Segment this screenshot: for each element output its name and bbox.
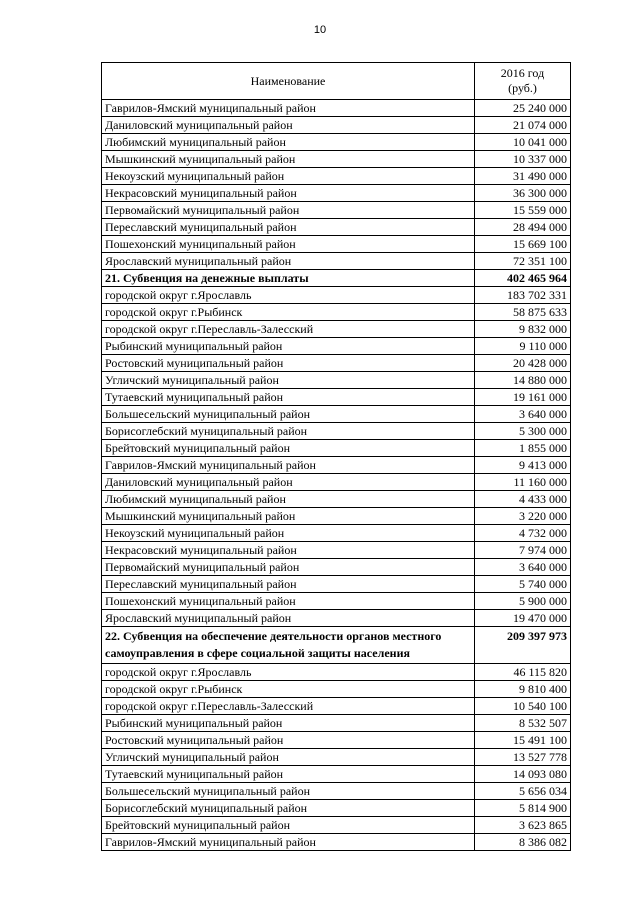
- row-value: 72 351 100: [475, 253, 571, 270]
- row-name: Рыбинский муниципальный район: [102, 338, 475, 355]
- table-row: [102, 423, 571, 440]
- table-row: [102, 817, 571, 834]
- row-name: Брейтовский муниципальный район: [102, 817, 475, 834]
- table-row: [102, 593, 571, 610]
- row-value: 4 732 000: [475, 525, 571, 542]
- table-row: [102, 440, 571, 457]
- row-name: Большесельский муниципальный район: [102, 406, 475, 423]
- row-name: Некоузский муниципальный район: [102, 168, 475, 185]
- table-row: [102, 185, 571, 202]
- row-name: Угличский муниципальный район: [102, 372, 475, 389]
- table-row: [102, 749, 571, 766]
- row-name: городской округ г.Рыбинск: [102, 304, 475, 321]
- row-value: 13 527 778: [475, 749, 571, 766]
- row-name: Тутаевский муниципальный район: [102, 766, 475, 783]
- table-body: [102, 100, 571, 851]
- row-name: Ярославский муниципальный район: [102, 610, 475, 627]
- row-value: 15 669 100: [475, 236, 571, 253]
- row-name: Первомайский муниципальный район: [102, 202, 475, 219]
- row-value: 58 875 633: [475, 304, 571, 321]
- table-row: [102, 525, 571, 542]
- row-value: 28 494 000: [475, 219, 571, 236]
- row-value: 19 470 000: [475, 610, 571, 627]
- row-name: Борисоглебский муниципальный район: [102, 800, 475, 817]
- row-name: Ростовский муниципальный район: [102, 355, 475, 372]
- row-value: 9 832 000: [475, 321, 571, 338]
- row-name: Даниловский муниципальный район: [102, 474, 475, 491]
- table-row: [102, 610, 571, 627]
- row-value: 9 810 400: [475, 681, 571, 698]
- row-value: 15 559 000: [475, 202, 571, 219]
- row-name: Борисоглебский муниципальный район: [102, 423, 475, 440]
- column-header-year-label: 2016 год: [500, 66, 545, 80]
- table-row: [102, 100, 571, 117]
- row-name: Тутаевский муниципальный район: [102, 389, 475, 406]
- table-row: [102, 681, 571, 698]
- row-name: Брейтовский муниципальный район: [102, 440, 475, 457]
- row-name: Некоузский муниципальный район: [102, 525, 475, 542]
- table-row: [102, 698, 571, 715]
- table-row: [102, 287, 571, 304]
- row-name: Мышкинский муниципальный район: [102, 508, 475, 525]
- table-row: [102, 202, 571, 219]
- table-row: [102, 491, 571, 508]
- row-value: 11 160 000: [475, 474, 571, 491]
- row-name: Гаврилов-Ямский муниципальный район: [102, 100, 475, 117]
- row-name: Ярославский муниципальный район: [102, 253, 475, 270]
- row-name: Переславский муниципальный район: [102, 219, 475, 236]
- table-row: [102, 457, 571, 474]
- table-row: [102, 355, 571, 372]
- row-name: Мышкинский муниципальный район: [102, 151, 475, 168]
- table-row: [102, 134, 571, 151]
- section-total: 402 465 964: [475, 270, 571, 287]
- table-row: [102, 372, 571, 389]
- row-value: 3 220 000: [475, 508, 571, 525]
- row-value: 1 855 000: [475, 440, 571, 457]
- table-row: [102, 766, 571, 783]
- table-row: [102, 406, 571, 423]
- row-value: 5 900 000: [475, 593, 571, 610]
- table-row: [102, 389, 571, 406]
- section-row: [102, 270, 571, 287]
- table-row: [102, 338, 571, 355]
- row-name: городской округ г.Переславль-Залесский: [102, 698, 475, 715]
- row-name: Пошехонский муниципальный район: [102, 236, 475, 253]
- column-header-year: [475, 63, 571, 100]
- row-value: 5 656 034: [475, 783, 571, 800]
- row-value: 5 740 000: [475, 576, 571, 593]
- row-value: 25 240 000: [475, 100, 571, 117]
- column-header-name: Наименование: [102, 63, 475, 100]
- row-value: 8 386 082: [475, 834, 571, 851]
- row-value: 5 300 000: [475, 423, 571, 440]
- row-value: 21 074 000: [475, 117, 571, 134]
- row-name: Переславский муниципальный район: [102, 576, 475, 593]
- row-value: 9 110 000: [475, 338, 571, 355]
- section-total: 209 397 973: [475, 627, 571, 664]
- row-value: 10 337 000: [475, 151, 571, 168]
- row-name: Первомайский муниципальный район: [102, 559, 475, 576]
- row-name: городской округ г.Переславль-Залесский: [102, 321, 475, 338]
- row-name: Гаврилов-Ямский муниципальный район: [102, 834, 475, 851]
- table-row: [102, 168, 571, 185]
- row-value: 3 623 865: [475, 817, 571, 834]
- row-name: Угличский муниципальный район: [102, 749, 475, 766]
- table-row: [102, 732, 571, 749]
- row-name: Любимский муниципальный район: [102, 491, 475, 508]
- table-row: [102, 576, 571, 593]
- table-row: [102, 117, 571, 134]
- row-value: 14 093 080: [475, 766, 571, 783]
- row-name: Некрасовский муниципальный район: [102, 542, 475, 559]
- row-name: городской округ г.Ярославль: [102, 664, 475, 681]
- column-header-unit: (руб.): [508, 81, 537, 95]
- row-value: 31 490 000: [475, 168, 571, 185]
- section-row: [102, 627, 571, 664]
- row-name: Большесельский муниципальный район: [102, 783, 475, 800]
- row-value: 4 433 000: [475, 491, 571, 508]
- table-row: [102, 253, 571, 270]
- subvention-table: [101, 62, 571, 851]
- row-value: 14 880 000: [475, 372, 571, 389]
- table-row: [102, 304, 571, 321]
- table-row: [102, 542, 571, 559]
- table-row: [102, 715, 571, 732]
- row-value: 20 428 000: [475, 355, 571, 372]
- page-number: 10: [313, 24, 327, 36]
- table-row: [102, 219, 571, 236]
- row-value: 7 974 000: [475, 542, 571, 559]
- row-name: Ростовский муниципальный район: [102, 732, 475, 749]
- section-title: 21. Субвенция на денежные выплаты: [102, 270, 475, 287]
- row-name: Даниловский муниципальный район: [102, 117, 475, 134]
- row-value: 3 640 000: [475, 406, 571, 423]
- row-value: 3 640 000: [475, 559, 571, 576]
- table-row: [102, 151, 571, 168]
- table-row: [102, 834, 571, 851]
- row-value: 9 413 000: [475, 457, 571, 474]
- row-value: 36 300 000: [475, 185, 571, 202]
- row-name: городской округ г.Рыбинск: [102, 681, 475, 698]
- row-value: 19 161 000: [475, 389, 571, 406]
- row-name: Любимский муниципальный район: [102, 134, 475, 151]
- table-header-row: [102, 63, 571, 100]
- row-value: 5 814 900: [475, 800, 571, 817]
- table-row: [102, 783, 571, 800]
- row-name: Гаврилов-Ямский муниципальный район: [102, 457, 475, 474]
- row-value: 15 491 100: [475, 732, 571, 749]
- row-name: городской округ г.Ярославль: [102, 287, 475, 304]
- table-row: [102, 664, 571, 681]
- row-value: 10 041 000: [475, 134, 571, 151]
- row-name: Пошехонский муниципальный район: [102, 593, 475, 610]
- table-row: [102, 508, 571, 525]
- row-value: 8 532 507: [475, 715, 571, 732]
- table-row: [102, 800, 571, 817]
- row-name: Рыбинский муниципальный район: [102, 715, 475, 732]
- table-row: [102, 474, 571, 491]
- row-value: 10 540 100: [475, 698, 571, 715]
- section-title: 22. Субвенция на обеспечение деятельности органов местного самоуправления в сфере социальной защиты населения: [102, 627, 475, 664]
- table-row: [102, 236, 571, 253]
- row-value: 46 115 820: [475, 664, 571, 681]
- table-row: [102, 321, 571, 338]
- row-value: 183 702 331: [475, 287, 571, 304]
- table-row: [102, 559, 571, 576]
- row-name: Некрасовский муниципальный район: [102, 185, 475, 202]
